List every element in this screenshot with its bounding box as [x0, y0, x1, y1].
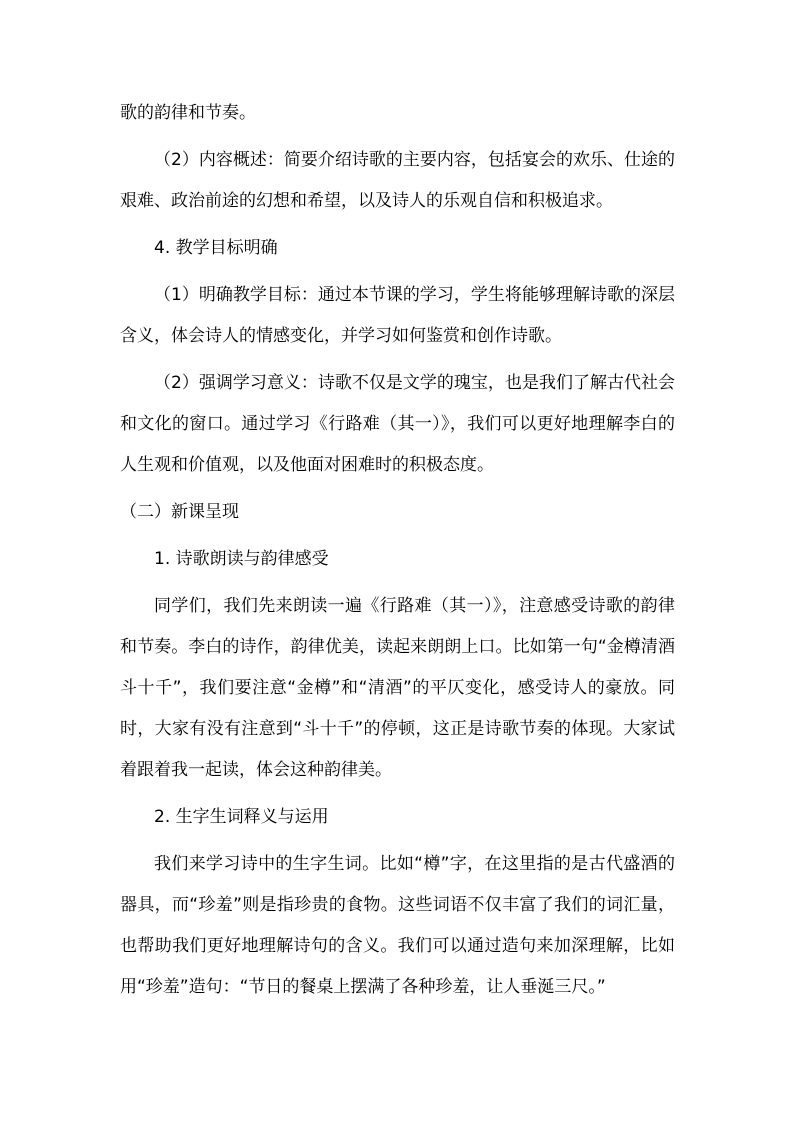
heading-new-lesson: （二）新课呈现	[120, 502, 239, 522]
paragraph-continuation: 歌的韵律和节奏。	[120, 103, 256, 123]
paragraph-vocabulary: 我们来学习诗中的生字生词。比如“樽”字，在这里指的是古代盛酒的器具，而“珍羞”则是指珍贵的食物。这些词语不仅丰富了我们的词汇量，也帮助我们更好地理解诗句的含义。我们可以通过造句来加深理解，比如用“珍羞”造句：“节日的餐桌上摆满了各种珍羞，让人垂涎三尺。”	[120, 854, 675, 997]
paragraph-learning-significance: （2）强调学习意义：诗歌不仅是文学的瑰宝，也是我们了解古代社会和文化的窗口。通过学习《行路难（其一）》，我们可以更好地理解李白的人生观和价值观，以及他面对困难时的积极态度。	[120, 373, 675, 475]
paragraph-poem-reading: 同学们，我们先来朗读一遍《行路难（其一）》，注意感受诗歌的韵律和节奏。李白的诗作，韵律优美，读起来朗朗上口。比如第一句“金樽清酒斗十千”，我们要注意“金樽”和“清酒”的平仄变化，感受诗人的豪放。同时，大家有没有注意到“斗十千”的停顿，这正是诗歌节奏的体现。大家试着跟着我一起读，体会这种韵律美。	[120, 596, 675, 780]
heading-teaching-goals: 4. 教学目标明确	[154, 238, 278, 258]
paragraph-clarify-goals: （1）明确教学目标：通过本节课的学习，学生将能够理解诗歌的深层含义，体会诗人的情感变化，并学习如何鉴赏和创作诗歌。	[120, 285, 675, 346]
document-body	[120, 93, 675, 1014]
heading-vocabulary: 2. 生字生词释义与运用	[154, 807, 329, 827]
heading-poem-reading: 1. 诗歌朗读与韵律感受	[154, 549, 329, 569]
paragraph-content-overview: （2）内容概述：简要介绍诗歌的主要内容，包括宴会的欢乐、仕途的艰难、政治前途的幻想和希望，以及诗人的乐观自信和积极追求。	[120, 150, 675, 211]
